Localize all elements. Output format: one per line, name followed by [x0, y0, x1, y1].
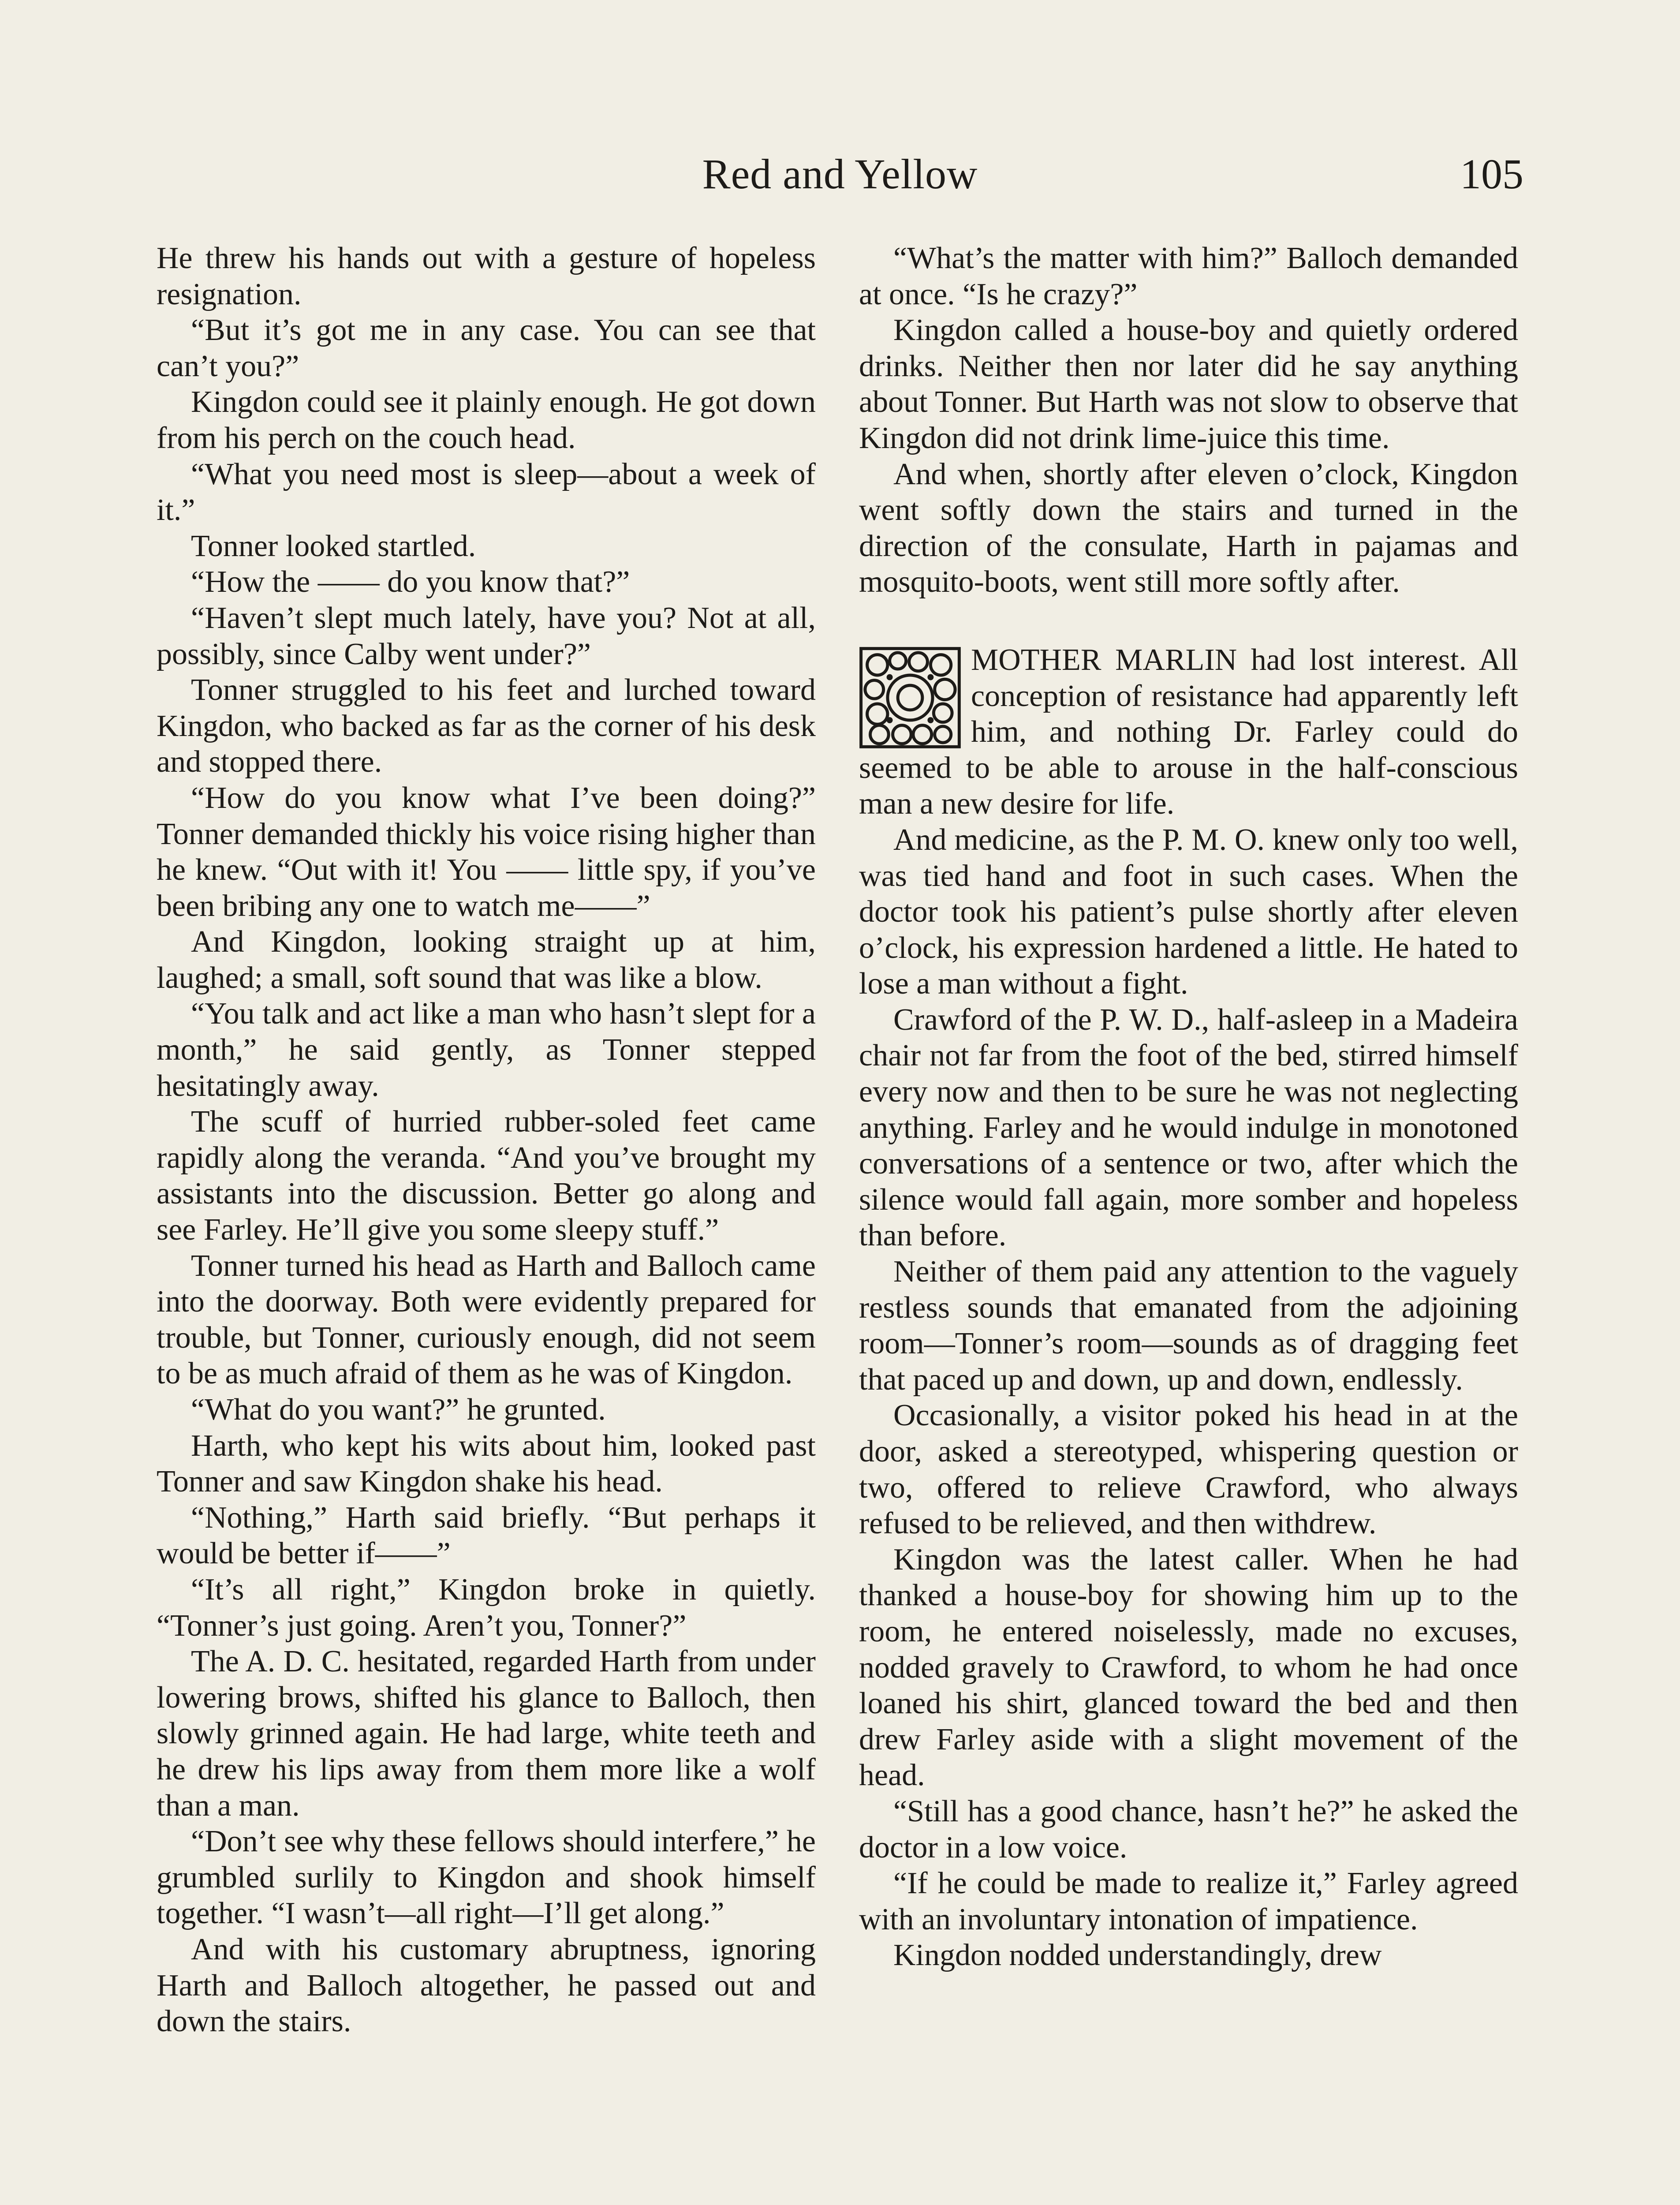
paragraph: “Haven’t slept much lately, have you? Not at all, possibly, since Calby went under?” [157, 601, 816, 671]
paragraph: Kingdon could see it plainly enough. He got down from his perch on the couch head. [157, 385, 816, 455]
left-column [157, 240, 816, 2040]
paragraph: Neither of them paid any attention to the vaguely restless sounds that emanated from the adjoining room—Tonner’s room—sounds as of dragging feet that paced up and down, up and down, endlessly. [859, 1255, 1518, 1397]
paragraph: Kingdon nodded understandingly, drew [893, 1938, 1382, 1973]
paragraph: Occasionally, a visitor poked his head in at the door, asked a stereotyped, whispering question or two, offered to relieve Crawford, who always refused to be relieved, and then withdrew. [859, 1398, 1518, 1541]
paragraph: The scuff of hurried rubber-soled feet came rapidly along the veranda. “And you’ve brought my assistants into the discussion. Better go along and see Farley. He’ll give you some sleepy stuff.” [157, 1105, 816, 1247]
paragraph: “You talk and act like a man who hasn’t slept for a month,” he said gently, as Tonner stepped hesitatingly away. [157, 997, 816, 1103]
paragraph: “How the —— do you know that?” [191, 565, 630, 599]
continued-paragraph: He threw his hands out with a gesture of hopeless resignation. [157, 241, 816, 311]
paragraph: “What you need most is sleep—about a week of it.” [157, 457, 816, 527]
right-column-bottom [859, 822, 1518, 1973]
paragraph: Kingdon was the latest caller. When he had thanked a house-boy for showing him up to the room, he entered noiselessly, made no excuses, nodded gravely to Crawford, to whom he had once loaned his shirt, glanced toward the bed and then drew Farley aside with a slight movement of the head. [859, 1542, 1518, 1793]
paragraph: “How do you know what I’ve been doing?” Tonner demanded thickly his voice rising higher than he knew. “Out with it! You —— little spy, if you’ve been bribing any one to watch me——” [157, 781, 816, 923]
ornamental-dropcap-o-icon [859, 647, 961, 749]
dropcap-paragraph-text: MOTHER MARLIN had lost interest. All conception of resistance had apparently left him, and nothing Dr. Farley could do seemed to be able to arouse in the half-conscious man a new desire for life. [859, 643, 1518, 821]
paragraph: “It’s all right,” Kingdon broke in quietly. “Tonner’s just going. Aren’t you, Tonner?” [157, 1572, 816, 1643]
dropcap-paragraph [859, 642, 1518, 822]
section-break [859, 600, 1518, 642]
paragraph: The A. D. C. hesitated, regarded Harth from under lowering brows, shifted his glance to Balloch, then slowly grinned again. He had large, white teeth and he drew his lips away from them more like a wolf than a man. [157, 1644, 816, 1823]
paragraph: And with his customary abruptness, ignoring Harth and Balloch altogether, he passed out and down the stairs. [157, 1932, 816, 2039]
paragraph: Crawford of the P. W. D., half-asleep in a Madeira chair not far from the foot of the bed, stirred himself every now and then to be sure he was not neglecting anything. Farley and he would indulge in monotoned conversations of a sentence or two, after which the silence would fall again, more somber and hopeless than before. [859, 1002, 1518, 1253]
paragraph: “Nothing,” Harth said briefly. “But perhaps it would be better if——” [157, 1500, 816, 1571]
paragraph: And medicine, as the P. M. O. knew only too well, was tied hand and foot in such cases. When the doctor took his patient’s pulse shortly after eleven o’clock, his expression hardened a little. He hated to lose a man without a fight. [859, 822, 1518, 1001]
page-number: 105 [1460, 150, 1523, 198]
paragraph: “Still has a good chance, hasn’t he?” he asked the doctor in a low voice. [859, 1794, 1518, 1865]
paragraph: Tonner struggled to his feet and lurched toward Kingdon, who backed as far as the corner of his desk and stopped there. [157, 673, 816, 779]
paragraph: “But it’s got me in any case. You can see that can’t you?” [157, 313, 816, 383]
paragraph: Tonner looked startled. [191, 529, 476, 563]
paragraph: “What do you want?” he grunted. [191, 1393, 606, 1427]
running-title: Red and Yellow [702, 150, 978, 198]
paragraph: “What’s the matter with him?” Balloch demanded at once. “Is he crazy?” [859, 241, 1518, 311]
paragraph: Kingdon called a house-boy and quietly ordered drinks. Neither then nor later did he say anything about Tonner. But Harth was not slow to observe that Kingdon did not drink lime-juice this time. [859, 313, 1518, 455]
paragraph: Tonner turned his head as Harth and Balloch came into the doorway. Both were evidently prepared for trouble, but Tonner, curiously enough, did not seem to be as much afraid of them as he was of Kingdon. [157, 1248, 816, 1391]
paragraph: Harth, who kept his wits about him, looked past Tonner and saw Kingdon shake his head. [157, 1428, 816, 1499]
paragraph: “Don’t see why these fellows should interfere,” he grumbled surlily to Kingdon and shook himself together. “I wasn’t—all right—I’ll get along.” [157, 1824, 816, 1931]
paragraph: And Kingdon, looking straight up at him, laughed; a small, soft sound that was like a blow. [157, 925, 816, 995]
right-column [859, 240, 1518, 1973]
paragraph: And when, shortly after eleven o’clock, Kingdon went softly down the stairs and turned in the direction of the consulate, Harth in pajamas and mosquito-boots, went still more softly after. [859, 457, 1518, 599]
right-column-top [859, 240, 1518, 600]
paragraph: “If he could be made to realize it,” Farley agreed with an involuntary intonation of impatience. [859, 1866, 1518, 1936]
page-header [157, 146, 1523, 216]
